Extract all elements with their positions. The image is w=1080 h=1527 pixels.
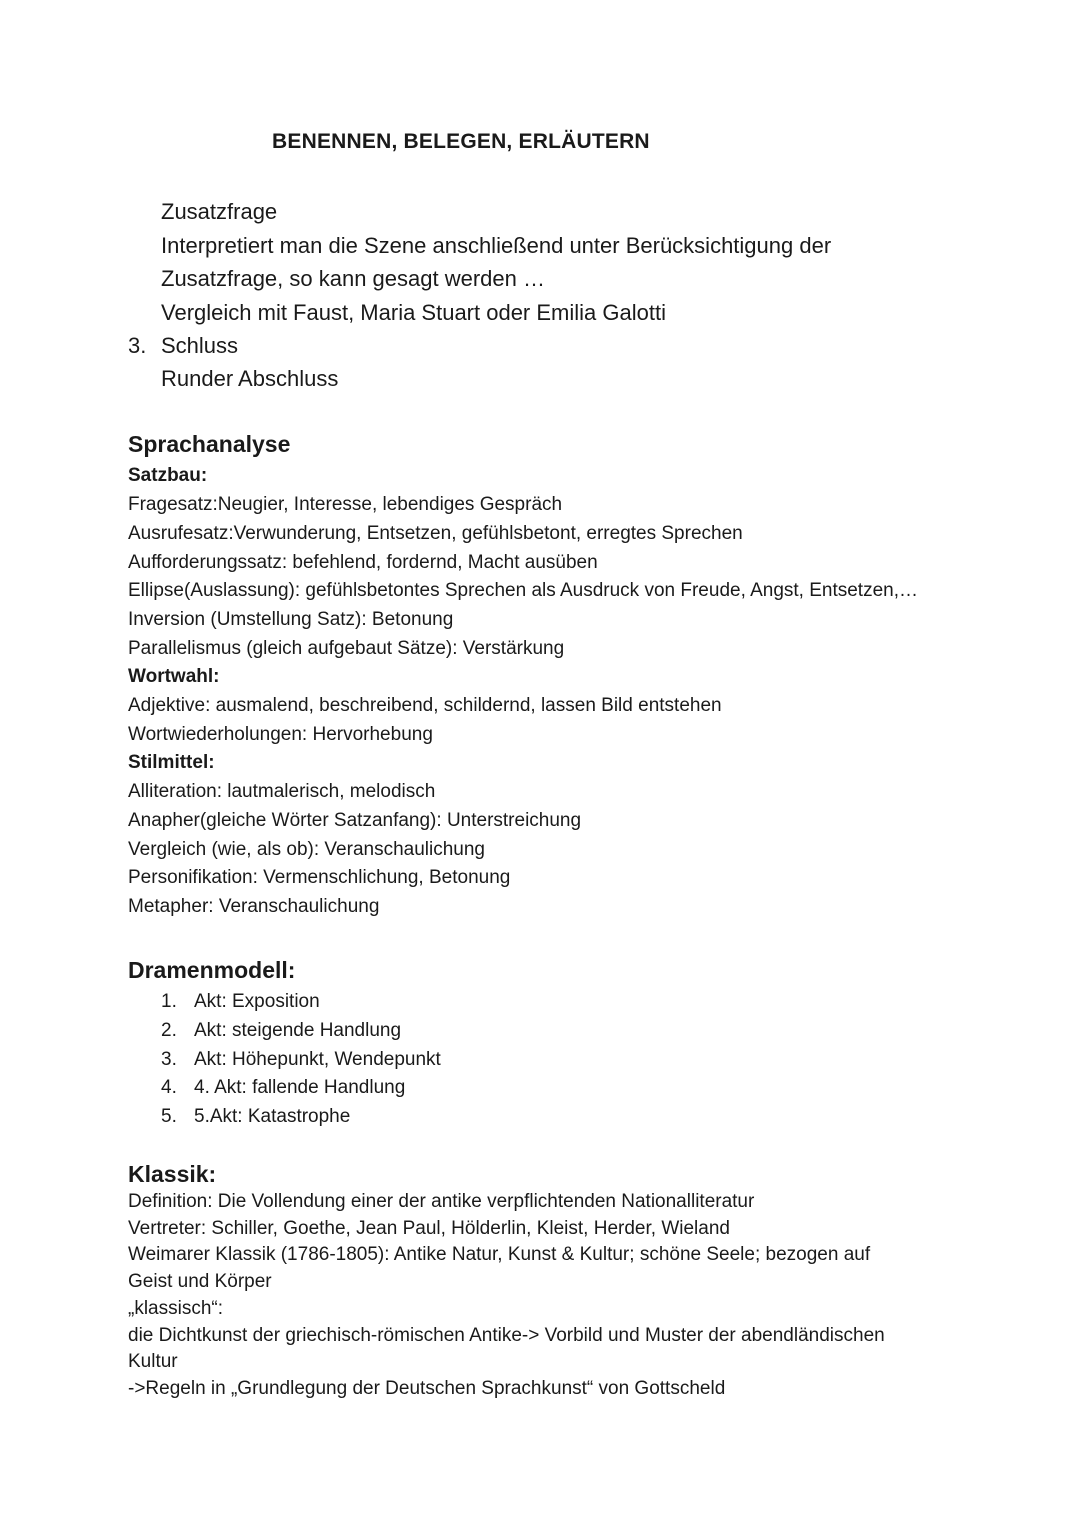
klassik-text — [128, 1189, 885, 1403]
list-item: Parallelismus (gleich aufgebaut Sätze): Verstärkung — [128, 637, 565, 659]
list-item: Aufforderungssatz: befehlend, fordernd, Macht ausüben — [128, 551, 598, 573]
list-text: 4. Akt: fallende Handlung — [194, 1077, 406, 1099]
list-item-schluss — [128, 329, 238, 363]
list-item — [161, 988, 441, 1017]
intro-line: Zusatzfrage — [161, 199, 278, 224]
list-item: Ellipse(Auslassung): gefühlsbetontes Sprechen als Ausdruck von Freude, Angst, Entsetzen,… — [128, 580, 919, 602]
section-heading-sprachanalyse: Sprachanalyse — [128, 431, 291, 457]
list-text: Akt: Höhepunkt, Wendepunkt — [194, 1048, 441, 1070]
section-heading-klassik: Klassik: — [128, 1161, 217, 1187]
subheading-satzbau: Satzbau: — [128, 465, 208, 486]
intro-line: Zusatzfrage, so kann gesagt werden … — [161, 266, 545, 291]
page-title: BENENNEN, BELEGEN, ERLÄUTERN — [272, 130, 650, 153]
text-line: Kultur — [128, 1351, 178, 1373]
text-line: Weimarer Klassik (1786-1805): Antike Natur, Kunst & Kultur; schöne Seele; bezogen auf — [128, 1244, 871, 1266]
subheading-stilmittel: Stilmittel: — [128, 752, 215, 773]
list-item: Inversion (Umstellung Satz): Betonung — [128, 609, 454, 631]
text-line: Definition: Die Vollendung einer der antike verpflichtenden Nationalliteratur — [128, 1191, 755, 1212]
text-line: Vertreter: Schiller, Goethe, Jean Paul, Hölderlin, Kleist, Herder, Wieland — [128, 1217, 730, 1239]
list-number: 5. — [161, 1106, 177, 1128]
section-heading-dramenmodell: Dramenmodell: — [128, 957, 296, 983]
dramenmodell-list — [161, 988, 441, 1132]
list-item: Wortwiederholungen: Hervorhebung — [128, 723, 433, 745]
list-item: Personifikation: Vermenschlichung, Betonung — [128, 867, 511, 889]
list-item — [161, 1017, 441, 1046]
list-item — [161, 1046, 441, 1075]
list-label: Schluss — [161, 333, 239, 358]
list-item: Vergleich (wie, als ob): Veranschaulichung — [128, 838, 485, 860]
list-item: Anapher(gleiche Wörter Satzanfang): Unterstreichung — [128, 809, 582, 831]
list-item: Adjektive: ausmalend, beschreibend, schildernd, lassen Bild entstehen — [128, 695, 722, 716]
text-line: die Dichtkunst der griechisch-römischen Antike-> Vorbild und Muster der abendländischen — [128, 1324, 885, 1346]
list-item — [161, 1074, 441, 1103]
list-text: Akt: steigende Handlung — [194, 1019, 402, 1041]
subheading-wortwahl: Wortwahl: — [128, 666, 220, 687]
text-line: ->Regeln in „Grundlegung der Deutschen Sprachkunst“ von Gottscheld — [128, 1377, 726, 1399]
list-item: Alliteration: lautmalerisch, melodisch — [128, 781, 436, 802]
list-item — [161, 1103, 441, 1132]
list-text: 5.Akt: Katastrophe — [194, 1106, 351, 1128]
intro-block — [161, 195, 831, 329]
list-number: 2. — [161, 1019, 177, 1041]
satzbau-list — [128, 491, 918, 664]
list-item: Metapher: Veranschaulichung — [128, 896, 380, 918]
list-text: Akt: Exposition — [194, 991, 320, 1012]
list-number: 4. — [161, 1077, 177, 1099]
list-number: 1. — [161, 991, 177, 1012]
list-item: Fragesatz:Neugier, Interesse, lebendiges Gespräch — [128, 494, 563, 515]
list-item: Ausrufesatz:Verwunderung, Entsetzen, gefühlsbetont, erregtes Sprechen — [128, 522, 743, 544]
stilmittel-list — [128, 778, 581, 922]
list-number: 3. — [161, 1048, 177, 1070]
list-number: 3. — [128, 333, 147, 358]
schluss-subline: Runder Abschluss — [161, 366, 339, 391]
text-line: „klassisch“: — [128, 1297, 224, 1319]
wortwahl-list — [128, 692, 722, 750]
intro-line: Vergleich mit Faust, Maria Stuart oder Emilia Galotti — [161, 299, 666, 325]
intro-line: Interpretiert man die Szene anschließend unter Berücksichtigung der — [161, 232, 832, 258]
text-line: Geist und Körper — [128, 1271, 272, 1293]
